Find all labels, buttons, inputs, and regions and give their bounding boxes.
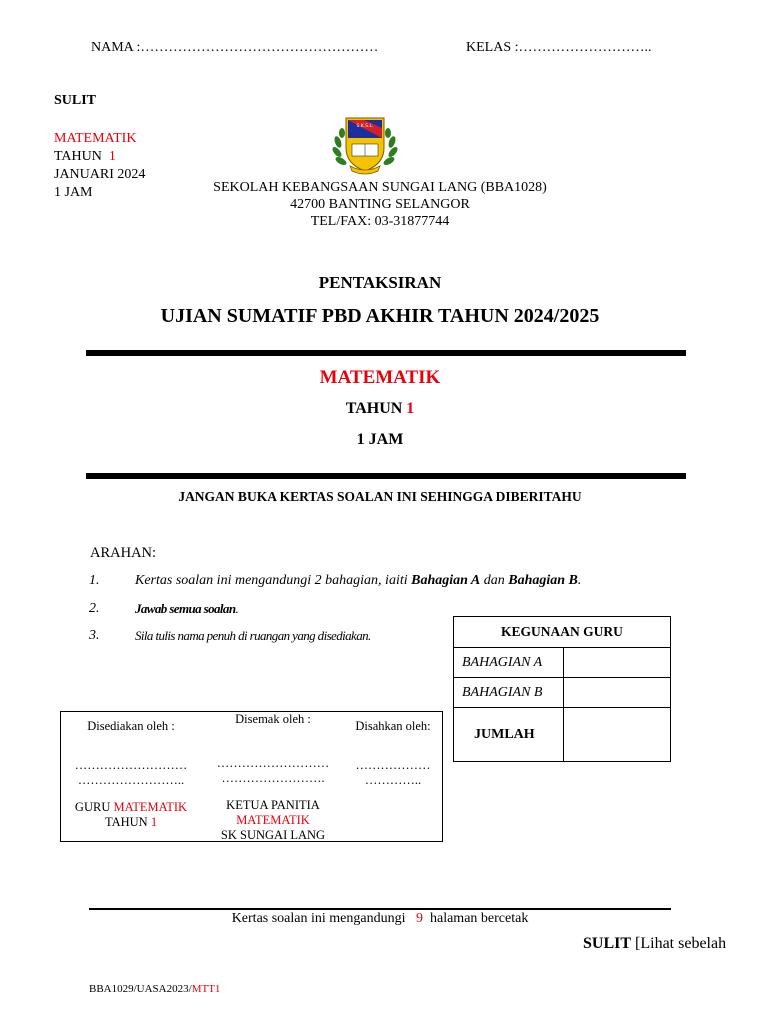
prepared-dots-1: ……………………… [74,758,188,772]
top-left-info [54,130,145,202]
bahagian-a-score[interactable] [564,648,671,678]
checked-role: KETUA PANITIA [226,798,320,812]
page-count-number: 9 [415,911,423,926]
approved-label: Disahkan oleh: [355,719,431,733]
footer-divider [89,908,671,910]
signature-prepared [65,719,197,830]
title-pentaksiran: PENTAKSIRAN [318,273,442,292]
bahagian-b-label: BAHAGIAN B [454,678,564,708]
sulit-label: SULIT [54,93,97,108]
banner-duration: 1 JAM [356,431,404,448]
jumlah-label: JUMLAH [454,708,564,762]
bahagian-a-label: BAHAGIAN A [454,648,564,678]
banner-tahun-value: 1 [406,400,415,417]
checked-school: SK SUNGAI LANG [220,828,326,842]
logo-lettering: S.K.S.L. [356,124,374,129]
paper-code: BBA1029/UASA2023/MTT1 [89,983,221,995]
kelas-field: KELAS :……………………….. [466,40,652,55]
banner-tahun [0,400,760,418]
top-left-date: JANUARI 2024 [54,167,146,182]
school-address: 42700 BANTING SELANGOR [290,197,470,212]
kegunaan-guru-table [453,616,671,762]
jumlah-score[interactable] [564,708,671,762]
signature-box [60,711,443,842]
divider-bottom [86,473,686,479]
school-phone: TEL/FAX: 03-31877744 [310,214,450,229]
title-ujian: UJIAN SUMATIF PBD AKHIR TAHUN 2024/2025 [160,305,600,327]
signature-approved [344,719,442,788]
prepared-tahun: TAHUN 1 [104,815,158,829]
prepared-role: GURU MATEMATIK [74,800,188,814]
instruction-3-num: 3. [89,628,100,643]
prepared-label: Disediakan oleh : [87,719,175,733]
checked-dots-1: ……………………… [216,756,330,770]
checked-dots-2: ……………………. [221,771,325,785]
school-name: SEKOLAH KEBANGSAAN SUNGAI LANG (BBA1028) [213,180,547,195]
checked-label: Disemak oleh : [235,712,311,726]
laurel-left-icon [331,128,348,167]
instruction-1-text: Kertas soalan ini mengandungi 2 bahagian, iaiti Bahagian A dan Bahagian B. [135,573,582,588]
divider-top [86,350,686,356]
bahagian-b-score[interactable] [564,678,671,708]
checked-subject: MATEMATIK [236,813,310,827]
instruction-2-text: Jawab semua soalan. [135,601,239,616]
instruction-1-num: 1. [89,573,100,588]
warning-text: JANGAN BUKA KERTAS SOALAN INI SEHINGGA DIBERITAHU [178,489,582,504]
prepared-dots-2: …………………….. [77,773,185,787]
instruction-3-text: Sila tulis nama penuh di ruangan yang disediakan. [135,628,371,643]
school-info [190,179,570,230]
laurel-right-icon [382,128,399,167]
tahun-label: TAHUN [54,149,102,164]
top-left-duration: 1 JAM [54,185,93,200]
banner-tahun-label: TAHUN [345,400,403,417]
page-count-text: Kertas soalan ini mengandungi 9 halaman bercetak [231,911,529,926]
approved-dots-2: ………….. [364,773,422,787]
approved-dots-1: ……………… [355,758,431,772]
top-left-tahun [54,148,145,166]
arahan-heading: ARAHAN: [90,545,157,561]
instruction-2-num: 2. [89,601,100,616]
footer-sulit [583,935,726,953]
kegunaan-guru-title: KEGUNAAN GURU [454,617,671,648]
footer-sulit-label: SULIT [583,935,632,952]
nama-field: NAMA :…………………………………………… [91,40,379,55]
top-left-subject: MATEMATIK [54,131,137,146]
tahun-value: 1 [108,149,116,164]
banner-subject: MATEMATIK [319,367,441,388]
signature-checked [209,712,337,843]
footer-lihat-sebelah: [Lihat sebelah [635,935,727,952]
school-logo [330,114,400,176]
